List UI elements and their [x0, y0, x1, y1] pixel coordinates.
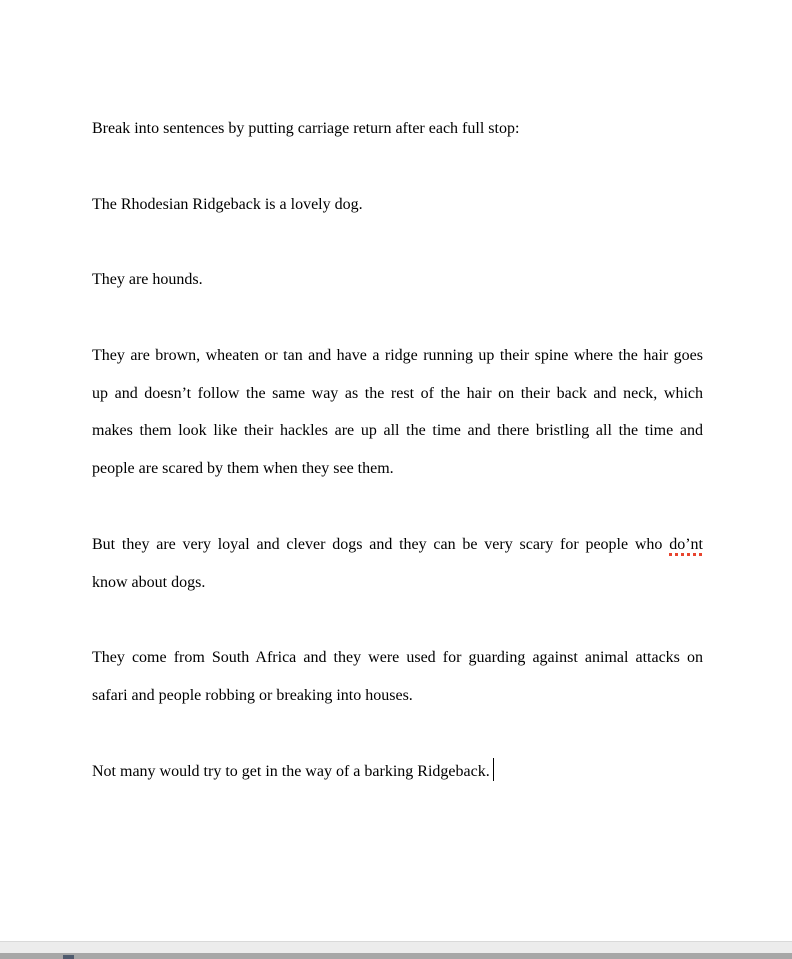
document-text-area[interactable] — [92, 110, 703, 828]
text-line[interactable]: safari and people robbing or breaking into houses. — [92, 686, 413, 704]
text-line[interactable]: They are brown, wheaten or tan and have a ridge running up their spine where the hair goes — [92, 346, 703, 364]
text-line[interactable] — [92, 526, 703, 564]
text-line[interactable]: They come from South Africa and they were used for guarding against animal attacks on — [92, 649, 703, 667]
text-line[interactable]: people are scared by them when they see them. — [92, 460, 394, 478]
text-line[interactable]: know about dogs. — [92, 573, 206, 591]
text-line[interactable]: The Rhodesian Ridgeback is a lovely dog. — [92, 195, 363, 213]
paragraph — [92, 261, 703, 299]
text-cursor — [493, 758, 495, 781]
paragraph — [92, 337, 703, 488]
paragraph — [92, 186, 703, 224]
paragraph — [92, 639, 703, 715]
spellcheck-underlined-word[interactable]: do’nt — [669, 535, 703, 553]
dock-fragment — [63, 955, 74, 959]
text-line[interactable]: Break into sentences by putting carriage return after each full stop: — [92, 120, 520, 137]
text-line[interactable] — [92, 753, 703, 791]
text-line[interactable]: makes them look like their hackles are up all the time and there bristling all the time and — [92, 422, 703, 440]
text-segment[interactable]: But they are very loyal and clever dogs and they can be very scary for people who — [92, 535, 663, 553]
window-bottom-edge — [0, 953, 792, 959]
text-line[interactable]: up and doesn’t follow the same way as the rest of the hair on their back and neck, which — [92, 384, 703, 402]
text-segment[interactable]: Not many would try to get in the way of a barking Ridgeback. — [92, 762, 490, 780]
status-bar — [0, 941, 792, 953]
paragraph — [92, 110, 703, 148]
paragraph — [92, 753, 703, 791]
text-line[interactable]: They are hounds. — [92, 271, 203, 289]
paragraph — [92, 526, 703, 602]
